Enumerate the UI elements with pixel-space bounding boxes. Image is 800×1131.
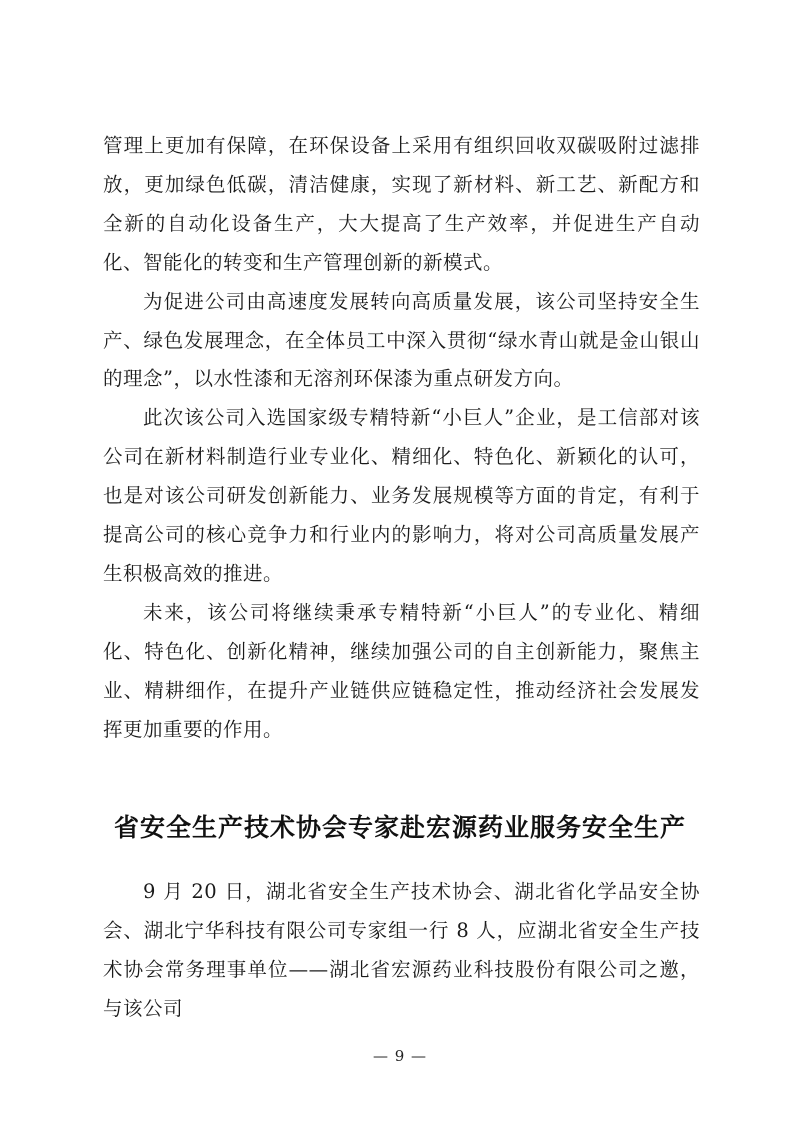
paragraph-continuation: 管理上更加有保障，在环保设备上采用有组织回收双碳吸附过滤排放，更加绿色低碳，清洁健康，实现了新材料、新工艺、新配方和全新的自动化设备生产，大大提高了生产效率，并促进生产自动化、智能化的转变和生产管理创新的新模式。 [103, 134, 700, 274]
article-continuation [103, 127, 700, 750]
paragraph-development-philosophy: 为促进公司由高速度发展转向高质量发展，该公司坚持安全生产、绿色发展理念，在全体员工中深入贯彻“绿水青山就是金山银山的理念”，以水性漆和无溶剂环保漆为重点研发方向。 [103, 289, 700, 391]
article-title: 省安全生产技术协会专家赴宏源药业服务安全生产 [113, 813, 686, 842]
page-number: — 9 — [372, 1047, 428, 1065]
paragraph-future-outlook: 未来，该公司将继续秉承专精特新“小巨人”的专业化、精细化、特色化、创新化精神，继续加强公司的自主创新能力，聚焦主业、精耕细作，在提升产业链供应链稳定性，推动经济社会发展发挥更加重要的作用。 [103, 600, 700, 741]
paragraph-visit-intro: 9 月 20 日，湖北省安全生产技术协会、湖北省化学品安全协会、湖北宁华科技有限公司专家组一行 8 人，应湖北省安全生产技术协会常务理事单位——湖北省宏源药业科技股份有限公司之邀，与该公司 [103, 880, 700, 1020]
article-body [103, 873, 700, 1029]
paragraph-little-giant-recognition: 此次该公司入选国家级专精特新“小巨人”企业，是工信部对该公司在新材料制造行业专业化、精细化、特色化、新颖化的认可，也是对该公司研发创新能力、业务发展规模等方面的肯定，有利于提高公司的核心竞争力和行业内的影响力，将对公司高质量发展产生积极高效的推进。 [103, 406, 700, 585]
